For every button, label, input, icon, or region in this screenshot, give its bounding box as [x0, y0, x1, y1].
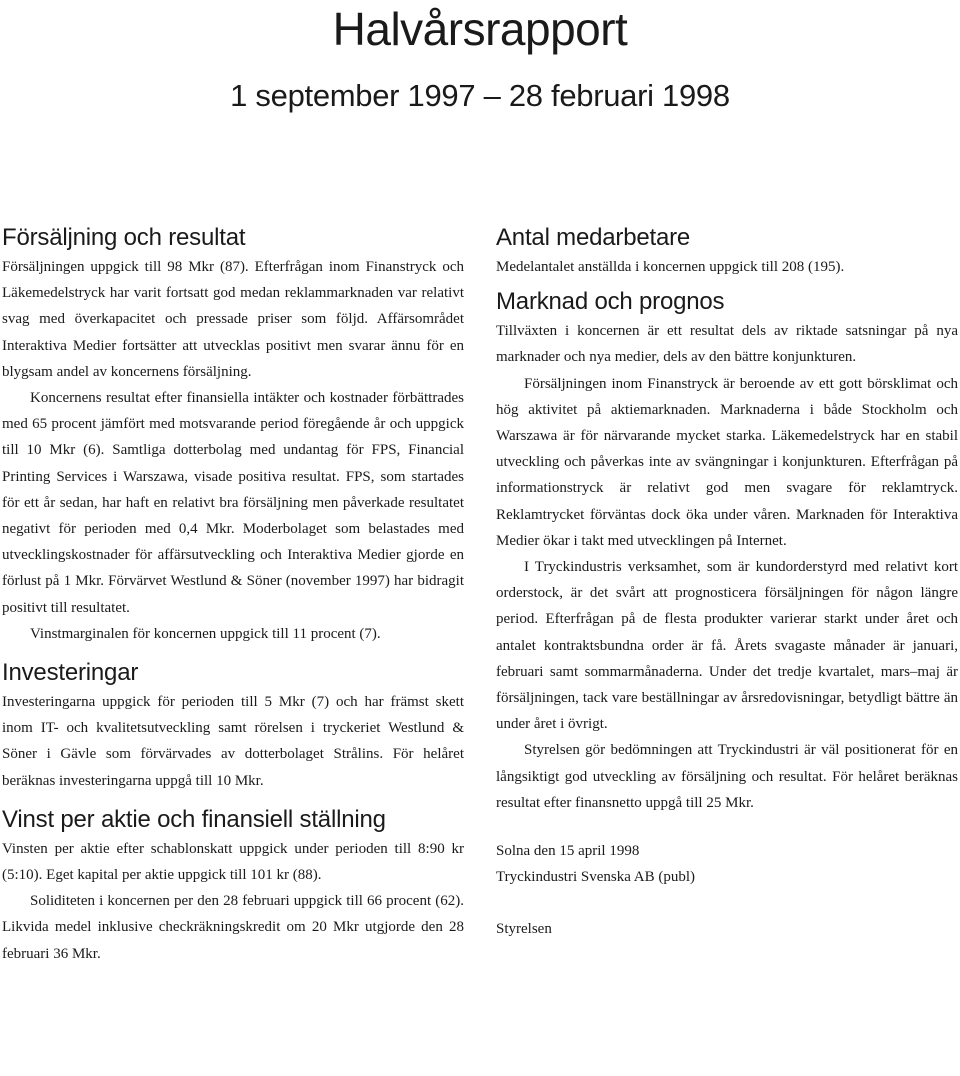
sales-paragraph-2: Koncernens resultat efter finansiella intäkter och kostnader förbättrades med 65 procent jämfört med motsvarande period föregående år och uppgick till 10 Mkr (6). Samtliga dotterbolag med undantag för FPS, Financial Printing Services i Warszawa, visade positiva resultat. FPS, som startades för ett år sedan, har haft en relativt bra försäljning men påverkade resultatet negativt för perioden med 0,4 Mkr. Moderbolaget som belastades med utvecklingskostnader för affärsutveckling och Interaktiva Medier gjorde en förlust på 1 Mkr. Förvärvet Westlund & Söner (november 1997) har bidragit positivt till resultatet. [2, 390, 464, 616]
sales-paragraph-1: Försäljningen uppgick till 98 Mkr (87). Efterfrågan inom Finanstryck och Läkemedelstryck har varit fortsatt god medan reklammarknaden var relativt svag med överkapacitet och pressade priser som följd. Affärsområdet Interaktiva Medier fortsätter att utvecklas positivt men svarar ännu för en blygsam andel av koncernens försäljning. [2, 259, 464, 380]
heading-employees: Antal medarbetare [496, 224, 691, 251]
heading-investments: Investeringar [2, 659, 139, 687]
outlook-paragraph-1: Tillväxten i koncernen är ett resultat dels av riktade satsningar på nya marknader och nya medier, dels av den bättre konjunkturen. [496, 323, 958, 366]
outlook-paragraph-3: I Tryckindustris verksamhet, som är kundorderstyrd med relativt kort orderstock, är det svårt att prognosticera försäljningen för någon längre period. Efterfrågan på de flesta produkter varierar starkt under året och antalet kontraktsbundna order är få. Årets svagaste månader är januari, februari samt sommarmånaderna. Under det tredje kvartalet, mars–maj är försäljningen, tack vare beställningar av årsredovisningar, betydligt bättre än under året i övrigt. [496, 559, 958, 733]
eps-paragraph-1: Vinsten per aktie efter schablonskatt uppgick under perioden till 8:90 kr (5:10). Eget kapital per aktie uppgick till 101 kr (88). [2, 840, 464, 884]
signature-place-date: Solna den 15 april 1998 [496, 843, 640, 860]
heading-outlook: Marknad och prognos [496, 288, 725, 316]
signature-signer: Styrelsen [496, 921, 552, 938]
sales-paragraph-3: Vinstmarginalen för koncernen uppgick till 11 procent (7). [30, 625, 381, 642]
investments-paragraph-1: Investeringarna uppgick för perioden till 5 Mkr (7) och har främst skett inom IT- och kvalitetsutveckling samt rörelsen i tryckeriet Westlund & Söner i Gävle som förvärvades av dotterbolaget Strålins. För helåret beräknas investeringarna uppgå till 10 Mkr. [2, 694, 464, 789]
heading-eps: Vinst per aktie och finansiell ställning [2, 805, 386, 833]
signature-block [496, 838, 958, 942]
employees-paragraph-1: Medelantalet anställda i koncernen uppgick till 208 (195). [496, 259, 845, 275]
report-title: Halvårsrapport [332, 3, 628, 55]
heading-sales: Försäljning och resultat [2, 224, 246, 251]
section-investments [2, 657, 464, 794]
signature-company: Tryckindustri Svenska AB (publ) [496, 869, 696, 886]
right-column [496, 222, 958, 942]
eps-paragraph-2: Soliditeten i koncernen per den 28 februari uppgick till 66 procent (62). Likvida medel inklusive checkräkningskredit om 20 Mkr utgjorde den 28 februari 36 Mkr. [2, 893, 464, 962]
section-outlook [496, 286, 958, 816]
outlook-paragraph-4: Styrelsen gör bedömningen att Tryckindustri är väl positionerat för en långsiktigt god utveckling av försäljning och resultat. För helåret beräknas resultat efter finansnetto uppgå till 25 Mkr. [496, 742, 958, 811]
section-sales [2, 222, 464, 647]
left-column [2, 222, 464, 967]
section-eps [2, 804, 464, 967]
section-employees [496, 222, 958, 280]
outlook-paragraph-2: Försäljningen inom Finanstryck är beroende av ett gott börsklimat och hög aktivitet på aktiemarknaden. Marknaderna i både Stockholm och Warszawa är för närvarande mycket starka. Läkemedelstryck har en stabil utveckling och påverkas inte av svängningar i konjunkturen. Efterfrågan på informationstryck är relativt god men svagare för reklamtryck. Reklamtrycket förväntas dock öka under våren. Marknaden för Interaktiva Medier ökar i takt med utvecklingen på Internet. [496, 375, 958, 549]
report-period: 1 september 1997 – 28 februari 1998 [230, 78, 730, 113]
